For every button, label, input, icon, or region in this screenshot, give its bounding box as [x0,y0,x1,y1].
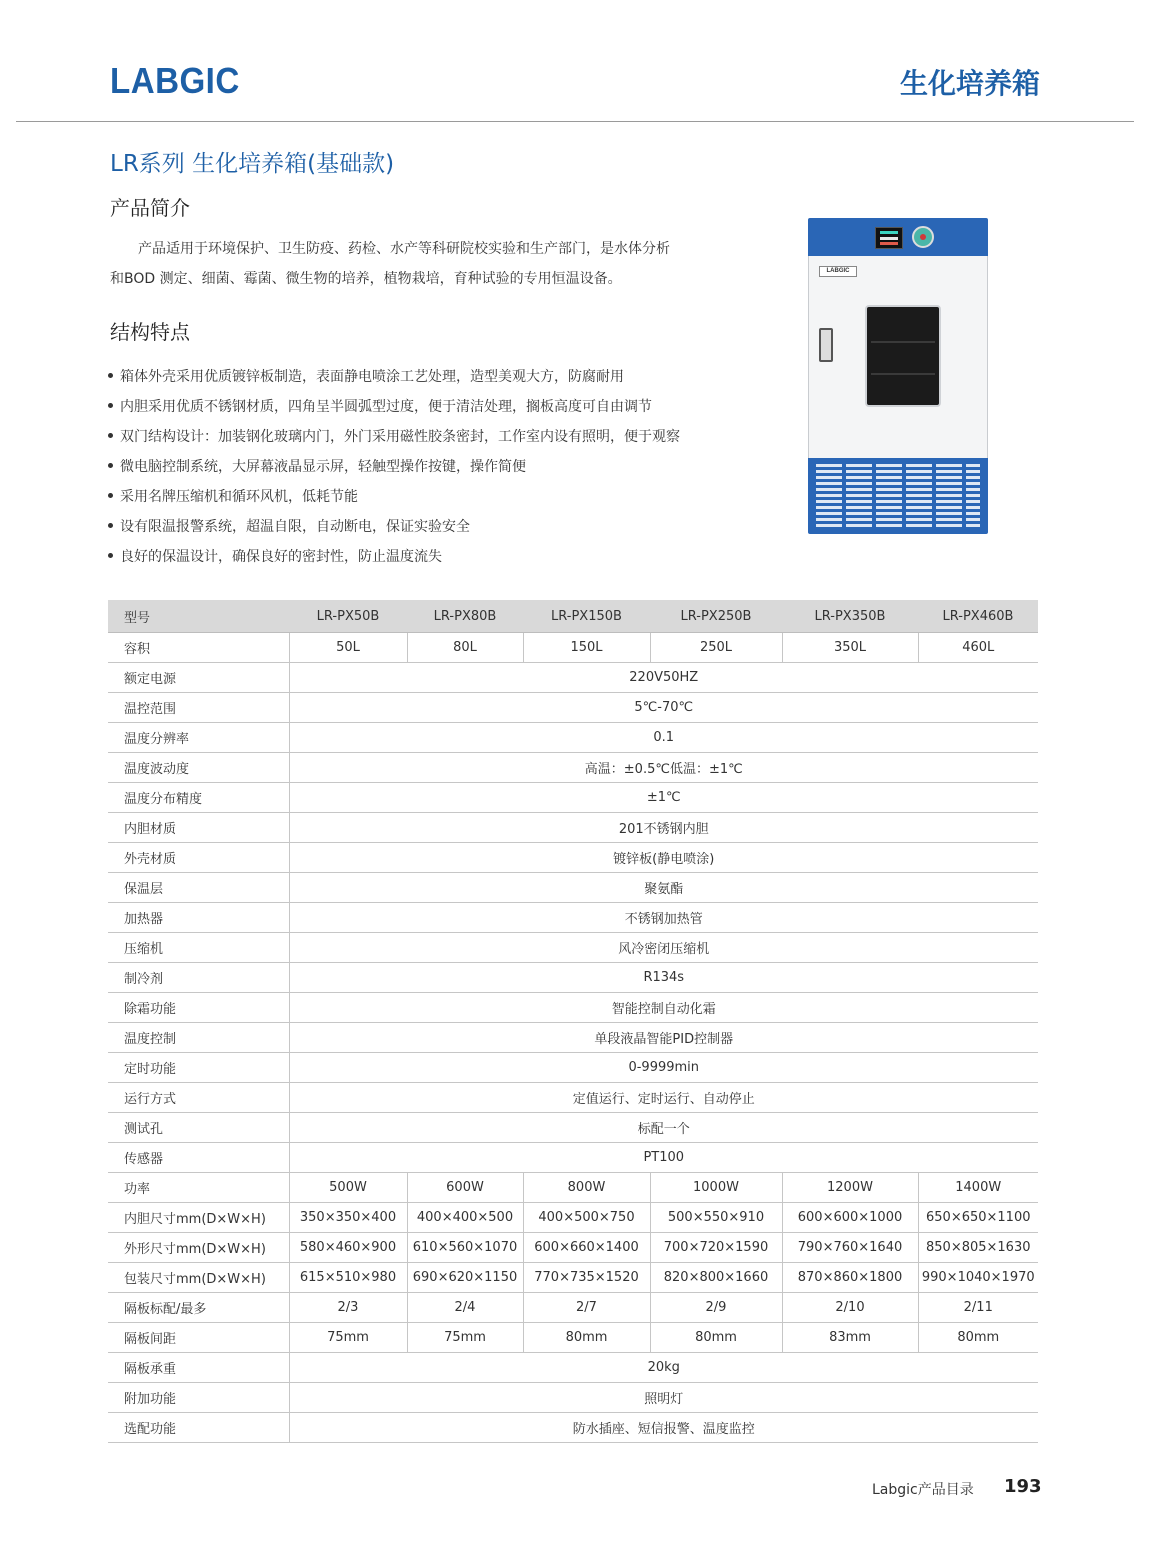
table-cell: 600×600×1000 [782,1203,918,1233]
row-label: 测试孔 [108,1113,289,1143]
brand-logo: LABGIC [110,60,240,101]
table-cell: 150L [523,633,650,663]
category-title: 生化培养箱 [899,67,1040,100]
model-header-cell: LR-PX350B [782,600,918,633]
table-row [108,783,1038,813]
table-row [108,753,1038,783]
feature-text: 微电脑控制系统，大屏幕液晶显示屏，轻触型操作按键，操作简便 [120,459,526,475]
table-cell: 850×805×1630 [918,1233,1038,1263]
row-label: 隔板承重 [108,1353,289,1383]
header-divider [16,121,1134,122]
table-cell: 600W [407,1173,523,1203]
table-row [108,663,1038,693]
table-row [108,1023,1038,1053]
table-row [108,1143,1038,1173]
table-cell: 500W [289,1173,407,1203]
table-cell-merged: 智能控制自动化霜 [289,993,1038,1023]
row-label: 内胆材质 [108,813,289,843]
incubator-product-image [808,218,988,534]
model-header-cell: LR-PX50B [289,600,407,633]
table-cell-merged: 201不锈钢内胆 [289,813,1038,843]
table-cell: 2/10 [782,1293,918,1323]
table-cell-merged: R134s [289,963,1038,993]
table-cell-merged: 单段液晶智能PID控制器 [289,1023,1038,1053]
table-cell: 650×650×1100 [918,1203,1038,1233]
table-cell: 2/4 [407,1293,523,1323]
table-cell-merged: 标配一个 [289,1113,1038,1143]
row-label: 除霜功能 [108,993,289,1023]
row-label: 外壳材质 [108,843,289,873]
row-label: 功率 [108,1173,289,1203]
table-cell: 80mm [523,1323,650,1353]
feature-text: 采用名牌压缩机和循环风机，低耗节能 [120,489,358,505]
row-label: 温度控制 [108,1023,289,1053]
table-cell: 600×660×1400 [523,1233,650,1263]
table-row [108,1053,1038,1083]
row-label: 温度分辨率 [108,723,289,753]
row-label: 包装尺寸mm(D×W×H) [108,1263,289,1293]
feature-item [108,484,680,514]
table-cell: 820×800×1660 [650,1263,782,1293]
row-label: 压缩机 [108,933,289,963]
feature-item [108,364,680,394]
row-label: 外形尺寸mm(D×W×H) [108,1233,289,1263]
bullet-icon [108,523,113,528]
table-cell: 75mm [289,1323,407,1353]
table-row [108,1113,1038,1143]
row-label: 额定电源 [108,663,289,693]
row-label: 容积 [108,633,289,663]
table-row [108,633,1038,663]
vent-grille-icon [816,464,980,528]
row-label: 定时功能 [108,1053,289,1083]
table-cell: 990×1040×1970 [918,1263,1038,1293]
table-row [108,963,1038,993]
row-label: 温控范围 [108,693,289,723]
feature-item [108,454,680,484]
features-list [108,364,680,574]
table-cell: 50L [289,633,407,663]
table-cell-merged: 照明灯 [289,1383,1038,1413]
model-header-cell: LR-PX150B [523,600,650,633]
row-label: 隔板标配/最多 [108,1293,289,1323]
table-cell: 700×720×1590 [650,1233,782,1263]
bullet-icon [108,403,113,408]
table-row [108,873,1038,903]
row-label: 传感器 [108,1143,289,1173]
table-row [108,1233,1038,1263]
table-cell-merged: 定值运行、定时运行、自动停止 [289,1083,1038,1113]
table-cell: 2/9 [650,1293,782,1323]
row-label: 运行方式 [108,1083,289,1113]
table-cell: 1400W [918,1173,1038,1203]
row-label: 隔板间距 [108,1323,289,1353]
bullet-icon [108,463,113,468]
table-cell-merged: ±1℃ [289,783,1038,813]
intro-paragraph: 产品适用于环境保护、卫生防疫、药检、水产等科研院校实验和生产部门，是水体分析和BOD 测定、细菌、霉菌、微生物的培养，植物栽培，育种试验的专用恒温设备。 [110,241,670,287]
table-cell: 83mm [782,1323,918,1353]
row-label: 选配功能 [108,1413,289,1443]
table-cell: 615×510×980 [289,1263,407,1293]
row-label: 温度分布精度 [108,783,289,813]
door-badge: LABGIC [819,266,857,277]
table-header-label: 型号 [108,600,289,633]
table-cell: 250L [650,633,782,663]
row-label: 内胆尺寸mm(D×W×H) [108,1203,289,1233]
table-row [108,1203,1038,1233]
table-row [108,843,1038,873]
table-cell: 2/7 [523,1293,650,1323]
table-cell-merged: PT100 [289,1143,1038,1173]
vent-base [808,458,988,534]
table-row [108,1293,1038,1323]
table-cell: 800W [523,1173,650,1203]
feature-item [108,544,680,574]
table-cell-merged: 不锈钢加热管 [289,903,1038,933]
table-cell-merged: 风冷密闭压缩机 [289,933,1038,963]
table-row [108,1353,1038,1383]
table-cell: 790×760×1640 [782,1233,918,1263]
features-heading: 结构特点 [110,320,190,344]
table-row [108,693,1038,723]
table-row [108,723,1038,753]
row-label: 制冷剂 [108,963,289,993]
table-cell: 580×460×900 [289,1233,407,1263]
bullet-icon [108,433,113,438]
table-cell: 2/11 [918,1293,1038,1323]
table-cell-merged: 高温：±0.5℃低温：±1℃ [289,753,1038,783]
table-cell: 80mm [650,1323,782,1353]
model-header-cell: LR-PX250B [650,600,782,633]
table-cell: 400×400×500 [407,1203,523,1233]
table-cell-merged: 220V50HZ [289,663,1038,693]
spec-table [108,600,1038,1443]
table-cell-merged: 镀锌板(静电喷涂) [289,843,1038,873]
lcd-display-icon [875,227,903,249]
feature-item [108,424,680,454]
table-cell: 690×620×1150 [407,1263,523,1293]
table-cell: 770×735×1520 [523,1263,650,1293]
row-label: 保温层 [108,873,289,903]
bullet-icon [108,373,113,378]
table-cell: 870×860×1800 [782,1263,918,1293]
table-cell: 80mm [918,1323,1038,1353]
table-cell: 350L [782,633,918,663]
table-cell-merged: 防水插座、短信报警、温度监控 [289,1413,1038,1443]
table-cell-merged: 5℃-70℃ [289,693,1038,723]
table-cell: 350×350×400 [289,1203,407,1233]
table-cell-merged: 0-9999min [289,1053,1038,1083]
table-header-row [108,600,1038,633]
table-cell: 500×550×910 [650,1203,782,1233]
cabinet-door [808,256,988,458]
control-knob-icon [912,226,934,248]
table-cell: 610×560×1070 [407,1233,523,1263]
table-row [108,1383,1038,1413]
intro-heading: 产品简介 [110,196,190,220]
feature-text: 双门结构设计：加装钢化玻璃内门，外门采用磁性胶条密封，工作室内设有照明，便于观察 [120,429,680,445]
table-cell: 400×500×750 [523,1203,650,1233]
table-row [108,1173,1038,1203]
table-row [108,1413,1038,1443]
table-cell-merged: 0.1 [289,723,1038,753]
table-row [108,933,1038,963]
product-title: LR系列 生化培养箱(基础款) [110,151,395,177]
feature-text: 设有限温报警系统，超温自限，自动断电，保证实验安全 [120,519,470,535]
feature-text: 内胆采用优质不锈钢材质，四角呈半圆弧型过度，便于清洁处理，搁板高度可自由调节 [120,399,652,415]
table-cell: 460L [918,633,1038,663]
table-cell-merged: 20kg [289,1353,1038,1383]
table-row [108,1323,1038,1353]
table-row [108,1083,1038,1113]
table-cell: 2/3 [289,1293,407,1323]
table-row [108,903,1038,933]
table-row [108,993,1038,1023]
table-row [108,813,1038,843]
bullet-icon [108,553,113,558]
feature-item [108,514,680,544]
table-cell: 75mm [407,1323,523,1353]
feature-text: 箱体外壳采用优质镀锌板制造，表面静电喷涂工艺处理，造型美观大方，防腐耐用 [120,369,624,385]
catalog-label: Labgic产品目录 [872,1482,974,1498]
bullet-icon [108,493,113,498]
row-label: 温度波动度 [108,753,289,783]
model-header-cell: LR-PX80B [407,600,523,633]
door-handle [819,328,833,362]
feature-item [108,394,680,424]
table-cell: 1200W [782,1173,918,1203]
control-panel [808,218,988,256]
row-label: 附加功能 [108,1383,289,1413]
table-cell: 1000W [650,1173,782,1203]
table-cell-merged: 聚氨酯 [289,873,1038,903]
table-cell: 80L [407,633,523,663]
row-label: 加热器 [108,903,289,933]
model-header-cell: LR-PX460B [918,600,1038,633]
page-number: 193 [1004,1476,1042,1497]
table-row [108,1263,1038,1293]
feature-text: 良好的保温设计，确保良好的密封性，防止温度流失 [120,549,442,565]
glass-window [865,305,941,407]
